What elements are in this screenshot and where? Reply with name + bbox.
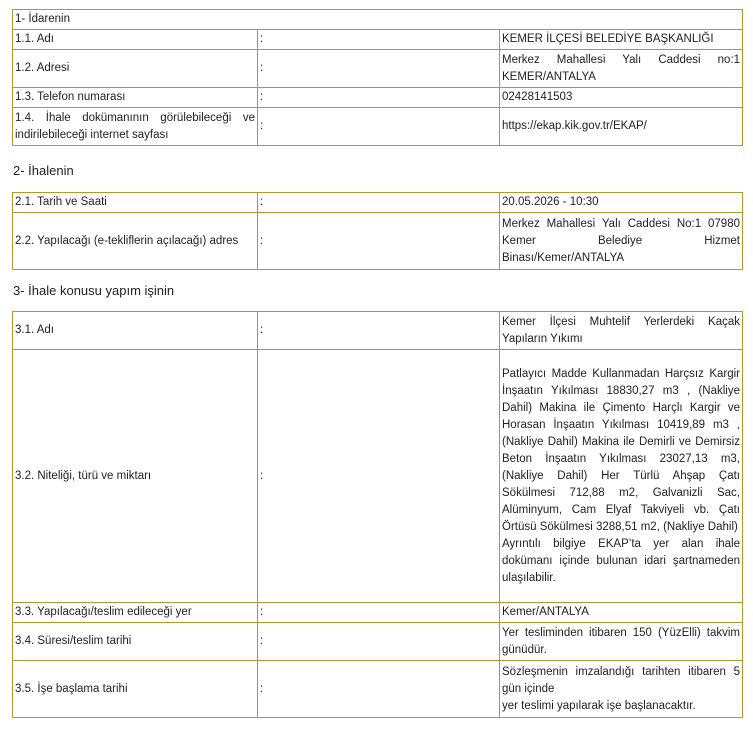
row-value: Yer tesliminden itibaren 150 (YüzElli) takvim günüdür. [500,623,743,661]
table-row [13,603,743,623]
row-value-note: Ayrıntılı bilgiye EKAP’ta yer alan ihale dokümanı içinde bulunan idari şartnameden ulaşılabilir. [502,537,740,584]
row-value-text: Sözleşmenin imzalandığı tarihten itibaren 5 gün içinde [502,665,740,695]
section-heading: 3- İhale konusu yapım işinin [13,283,175,298]
row-label: 3.4. Süresi/teslim tarihi [13,623,258,661]
table-row [13,193,743,213]
row-label: 2.2. Yapılacağı (e-tekliflerin açılacağı) adres [13,213,258,270]
row-label: 2.1. Tarih ve Saati [13,193,258,213]
row-separator: : [258,213,500,270]
section-heading-row [13,10,743,30]
row-label: 1.4. İhale dokümanının görülebileceği ve indirilebileceği internet sayfası [13,108,258,146]
table-row [13,88,743,108]
table-row [13,623,743,661]
row-label: 1.2. Adresi [13,50,258,88]
row-value: Kemer İlçesi Muhtelif Yerlerdeki Kaçak Yapıların Yıkımı [500,312,743,350]
yapim-isi-table [12,311,743,718]
row-separator: : [258,312,500,350]
row-separator: : [258,30,500,50]
row-separator: : [258,50,500,88]
table-row [13,108,743,146]
table-row [13,30,743,50]
table-row [13,350,743,603]
row-label: 3.5. İşe başlama tarihi [13,661,258,718]
row-separator: : [258,88,500,108]
row-separator: : [258,193,500,213]
row-separator: : [258,108,500,146]
row-separator: : [258,350,500,603]
row-value: Merkez Mahallesi Yalı Caddesi no:1 KEMER/ANTALYA [500,50,743,88]
idare-table [12,9,743,146]
row-label: 3.2. Niteliği, türü ve miktarı [13,350,258,603]
row-separator: : [258,603,500,623]
ihale-table [12,192,743,270]
row-value: Merkez Mahallesi Yalı Caddesi No:1 07980 Kemer Belediye Hizmet Binası/Kemer/ANTALYA [500,213,743,270]
row-value [500,350,743,603]
row-label: 1.1. Adı [13,30,258,50]
row-value-note: yer teslimi yapılarak işe başlanacaktır. [502,699,696,712]
table-row [13,50,743,88]
row-value [500,661,743,718]
table-row [13,312,743,350]
row-value: 20.05.2026 - 10:30 [500,193,743,213]
row-label: 3.3. Yapılacağı/teslim edileceği yer [13,603,258,623]
row-value: Kemer/ANTALYA [500,603,743,623]
row-separator: : [258,623,500,661]
row-label: 3.1. Adı [13,312,258,350]
row-value: 02428141503 [500,88,743,108]
row-label: 1.3. Telefon numarası [13,88,258,108]
row-value-text: Patlayıcı Madde Kullanmadan Harçsız Kargir İnşaatın Yıkılması 18830,27 m3 , (Nakliye Dahil) Makina ile Çimento Harçlı Kargir ve Horasan İnşaatın Yıkılması 10419,89 m3 , (Nakliye Dahil) Makina ile Demirli ve Demirsiz Beton İnşaatın Yıkılması 23027,13 m3, (Nakliye Dahil) Her Türlü Ahşap Çatı Sökülmesi 712,88 m2, Galvanizli Sac, Alüminyum, Cam Elyaf Takviyeli vb. Çatı Örtüsü Sökülmesi 3288,51 m2, (Nakliye Dahil) [502,367,740,533]
row-separator: : [258,661,500,718]
row-value: KEMER İLÇESİ BELEDİYE BAŞKANLIĞI [500,30,743,50]
section-heading: 1- İdarenin [13,10,743,30]
row-value[interactable]: https://ekap.kik.gov.tr/EKAP/ [500,108,743,146]
table-row [13,661,743,718]
section-heading: 2- İhalenin [13,163,74,178]
table-row [13,213,743,270]
